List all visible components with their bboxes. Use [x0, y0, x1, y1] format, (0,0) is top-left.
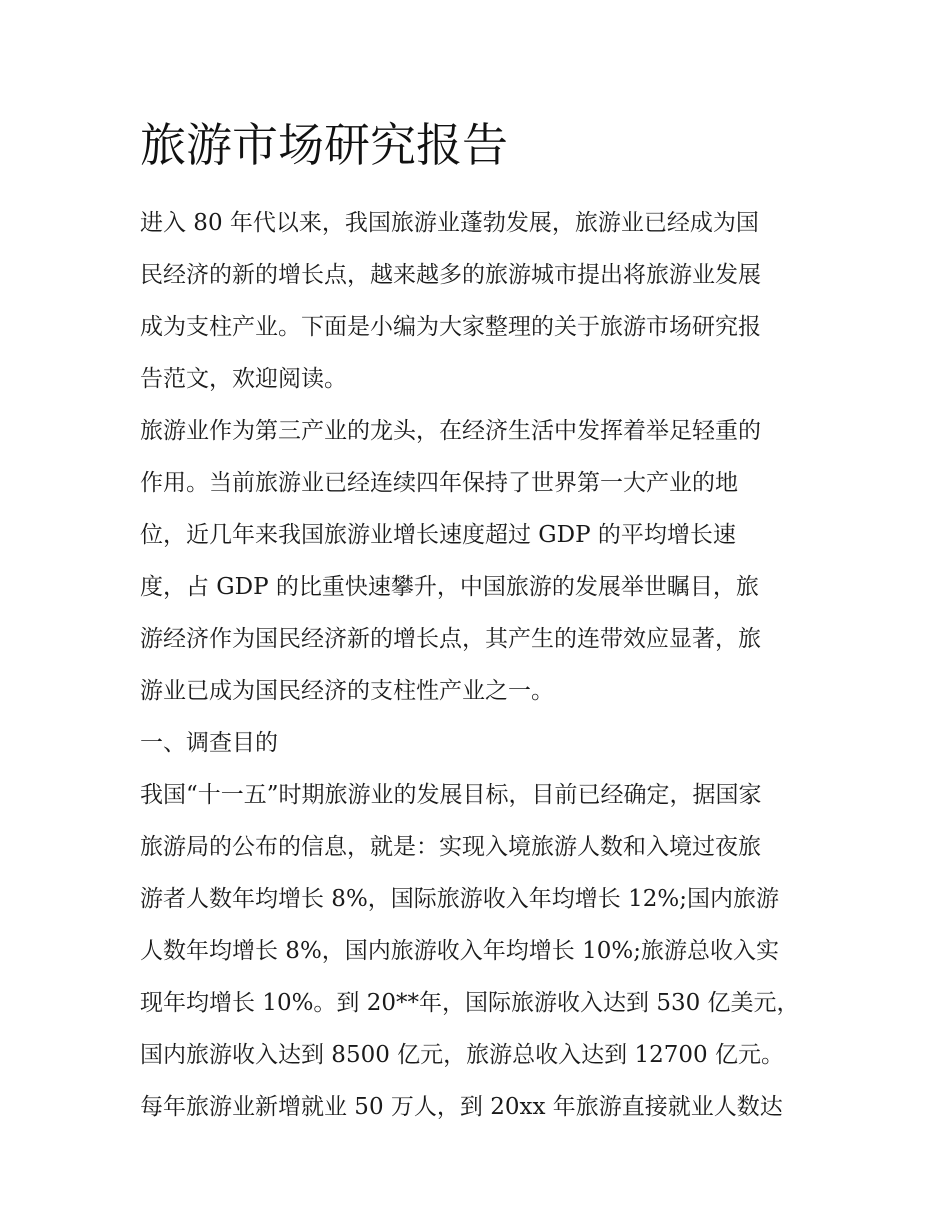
text-line: 每年旅游业新增就业 50 万人，到 20xx 年旅游直接就业人数达 — [140, 1094, 783, 1120]
text-line: 成为支柱产业。下面是小编为大家整理的关于旅游市场研究报 — [140, 314, 761, 340]
text-line: 位，近几年来我国旅游业增长速度超过 GDP 的平均增长速 — [140, 522, 736, 548]
text-line: 游者人数年均增长 8%，国际旅游收入年均增长 12%;国内旅游 — [140, 886, 779, 912]
text-line: 游业已成为国民经济的支柱性产业之一。 — [140, 678, 554, 704]
text-line: 现年均增长 10%。到 20**年，国际旅游收入达到 530 亿美元， — [140, 990, 800, 1016]
text-line: 民经济的新的增长点，越来越多的旅游城市提出将旅游业发展 — [140, 262, 761, 288]
document-body — [140, 197, 830, 1133]
text-line: 度，占 GDP 的比重快速攀升，中国旅游的发展举世瞩目，旅 — [140, 574, 759, 600]
text-line: 旅游局的公布的信息，就是：实现入境旅游人数和入境过夜旅 — [140, 834, 761, 860]
text-line: 游经济作为国民经济新的增长点，其产生的连带效应显著，旅 — [140, 626, 761, 652]
document-title: 旅游市场研究报告 — [140, 118, 508, 172]
section-heading: 一、调查目的 — [140, 730, 278, 756]
text-line: 人数年均增长 8%，国内旅游收入年均增长 10%;旅游总收入实 — [140, 938, 779, 964]
text-line: 我国“十一五”时期旅游业的发展目标，目前已经确定，据国家 — [140, 782, 762, 808]
text-line: 作用。当前旅游业已经连续四年保持了世界第一大产业的地 — [140, 470, 738, 496]
text-line: 进入 80 年代以来，我国旅游业蓬勃发展，旅游业已经成为国 — [140, 210, 759, 236]
text-line: 告范文，欢迎阅读。 — [140, 366, 347, 392]
text-line: 旅游业作为第三产业的龙头，在经济生活中发挥着举足轻重的 — [140, 418, 761, 444]
text-line: 国内旅游收入达到 8500 亿元，旅游总收入达到 12700 亿元。 — [140, 1042, 784, 1068]
